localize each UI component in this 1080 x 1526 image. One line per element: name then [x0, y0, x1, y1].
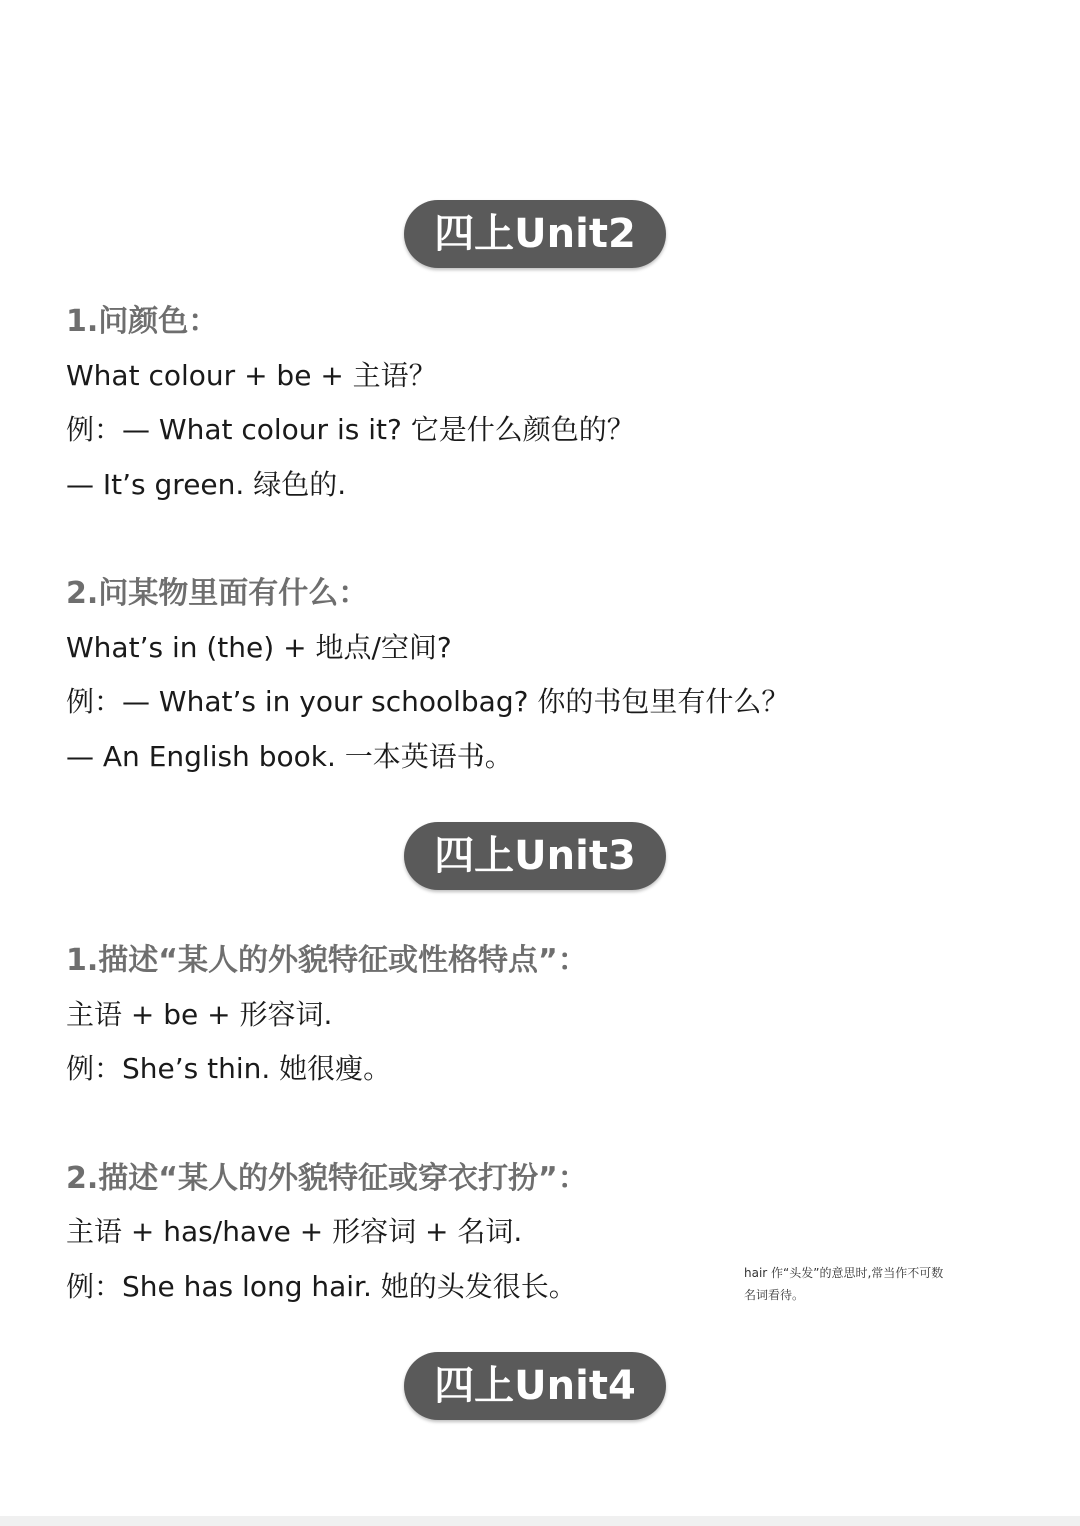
- unit2-section2-example-answer: — An English book. 一本英语书。: [66, 740, 513, 773]
- unit2-section1-heading: 1.问颜色：: [66, 304, 219, 339]
- unit3-title-badge: 四上Unit3: [404, 822, 666, 890]
- hair-usage-note: hair 作“头发”的意思时,常当作不可数名词看待。: [744, 1266, 944, 1302]
- unit3-section1-example: 例：She’s thin. 她很瘦。: [66, 1052, 392, 1085]
- unit2-section1-pattern: What colour + be + 主语？: [66, 359, 437, 392]
- unit2-title-badge: 四上Unit2: [404, 200, 666, 268]
- unit2-section1-example-answer: — It’s green. 绿色的.: [66, 468, 347, 501]
- unit2-section2-example-question: 例：— What’s in your schoolbag? 你的书包里有什么？: [66, 685, 790, 718]
- unit2-section2-heading: 2.问某物里面有什么：: [66, 576, 369, 611]
- page-bottom-edge: [0, 1516, 1080, 1526]
- unit3-section1-pattern: 主语 + be + 形容词.: [66, 998, 333, 1031]
- unit3-section2-heading: 2.描述“某人的外貌特征或穿衣打扮”：: [66, 1161, 588, 1196]
- unit3-section2-example: 例：She has long hair. 她的头发很长。: [66, 1270, 577, 1303]
- unit2-section1-example-question: 例：— What colour is it? 它是什么颜色的？: [66, 413, 635, 446]
- unit4-title-badge: 四上Unit4: [404, 1352, 666, 1420]
- unit3-section1-heading: 1.描述“某人的外貌特征或性格特点”：: [66, 943, 588, 978]
- unit3-section2-pattern: 主语 + has/have + 形容词 + 名词.: [66, 1215, 523, 1248]
- unit2-section2-pattern: What’s in (the) + 地点/空间?: [66, 631, 452, 664]
